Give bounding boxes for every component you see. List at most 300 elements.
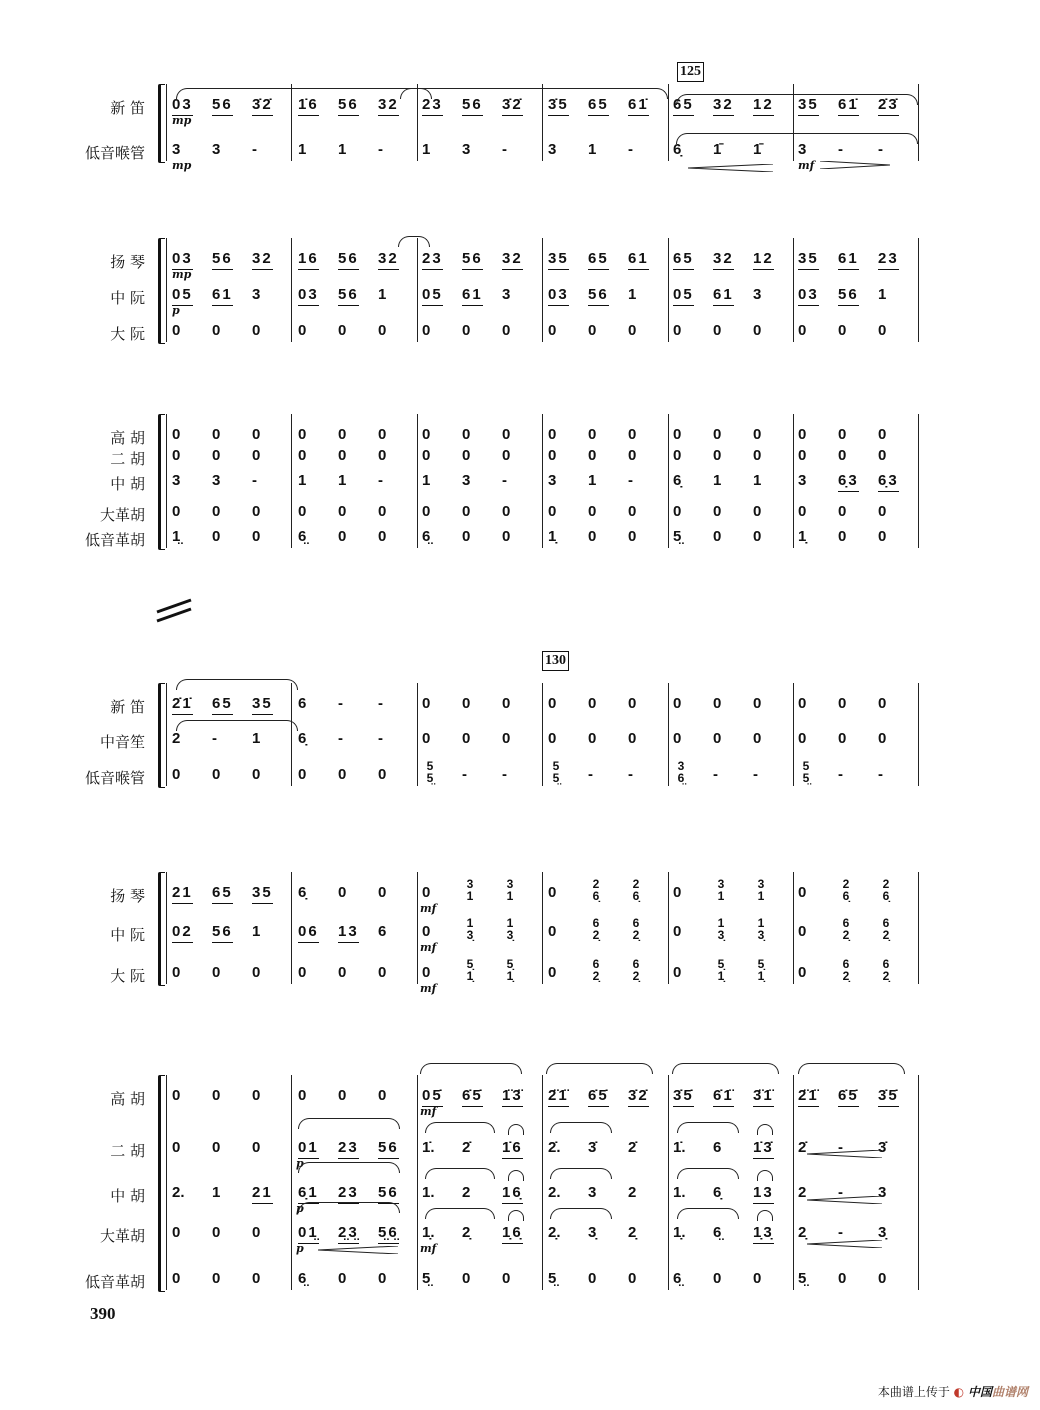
- note-cell: 1.: [673, 1184, 686, 1201]
- note-cell: 0: [548, 503, 557, 520]
- chord-upper: 6: [592, 957, 600, 971]
- slur-mark: [425, 1122, 495, 1133]
- chord-upper: 6: [842, 916, 850, 930]
- barline: [918, 1075, 919, 1290]
- note-cell: 0: [252, 1087, 261, 1104]
- note-cell: 0: [798, 322, 807, 339]
- note-cell: 1: [338, 141, 347, 158]
- slur-mark: [550, 1208, 612, 1219]
- chord-note: [675, 760, 687, 784]
- note-cell: 0: [798, 730, 807, 747]
- chord-lower: 3̣: [717, 928, 725, 942]
- instrument-name: 二 胡: [110, 450, 145, 468]
- barline: [918, 414, 919, 548]
- watermark-brand-light: 曲谱网: [991, 1385, 1028, 1399]
- note-cell: 1̣3̣: [753, 1224, 774, 1244]
- note-cell: 1̄: [713, 141, 722, 158]
- slur-mark: [550, 1168, 612, 1179]
- note-cell: 2̣.: [548, 1224, 561, 1241]
- note-cell: 0: [548, 695, 557, 712]
- system-start-barline: [166, 1075, 167, 1290]
- note-cell: 0: [212, 1224, 221, 1241]
- note-cell: 0: [338, 1270, 347, 1287]
- note-cell: 2̇1̇: [172, 695, 193, 715]
- slur-mark: [677, 1122, 739, 1133]
- note-cell: 1̤: [172, 528, 181, 545]
- chord-note: [755, 917, 767, 941]
- note-cell: 61: [462, 286, 483, 306]
- note-cell: 0: [753, 695, 762, 712]
- note-cell: 0: [172, 1087, 181, 1104]
- note-cell: 03: [548, 286, 569, 306]
- chord-lower: 6̣: [592, 889, 600, 903]
- chord-note: [840, 958, 852, 982]
- note-cell: 1̈3̈: [502, 1087, 523, 1107]
- note-cell: 0: [298, 426, 307, 443]
- note-cell: -: [378, 141, 383, 158]
- chord-lower: 1: [717, 889, 725, 903]
- chord-lower: 3̣: [506, 928, 514, 942]
- note-cell: 0: [548, 964, 557, 981]
- note-cell: -: [838, 1139, 843, 1156]
- note-cell: 0: [378, 884, 387, 901]
- note-cell: 0: [673, 503, 682, 520]
- note-cell: 0: [878, 695, 887, 712]
- note-cell: -: [588, 766, 593, 783]
- chord-upper: 6: [632, 916, 640, 930]
- note-cell: 0: [252, 766, 261, 783]
- note-cell: 0: [212, 503, 221, 520]
- watermark-brand-dark: 中国: [967, 1385, 992, 1399]
- note-cell: 0: [212, 766, 221, 783]
- chord-lower: 3̣: [757, 928, 765, 942]
- note-cell: 02: [172, 923, 193, 943]
- note-cell: 0: [798, 447, 807, 464]
- barline: [417, 238, 418, 342]
- note-cell: 0: [588, 426, 597, 443]
- slur-mark: [550, 1122, 612, 1133]
- note-cell: 0: [172, 447, 181, 464]
- note-cell: 1: [212, 1184, 221, 1201]
- note-cell: 0: [878, 1270, 887, 1287]
- slur-mark: [672, 1063, 779, 1074]
- slur-mark: [757, 1170, 773, 1181]
- note-cell: 0: [673, 447, 682, 464]
- instrument-name: 二 胡: [110, 1142, 145, 1160]
- note-cell: 61: [628, 250, 649, 270]
- instrument-name: 大革胡: [99, 1227, 145, 1245]
- barline: [291, 683, 292, 786]
- note-cell: 0: [878, 322, 887, 339]
- note-cell: 0: [588, 730, 597, 747]
- chord-lower: 5̤: [426, 771, 434, 785]
- note-cell: 16̣: [502, 1184, 523, 1204]
- slur-mark: [400, 88, 432, 99]
- note-cell: 0: [298, 503, 307, 520]
- barline: [291, 414, 292, 548]
- chord-upper: 5: [552, 759, 560, 773]
- system-start-barline: [166, 84, 167, 161]
- note-cell: 0: [462, 730, 471, 747]
- note-cell: 0: [548, 923, 557, 940]
- note-cell: 0: [252, 447, 261, 464]
- note-cell: 6̤: [713, 1224, 722, 1241]
- barline: [291, 238, 292, 342]
- barline: [668, 1075, 669, 1290]
- note-cell: 0: [502, 695, 511, 712]
- note-cell: 3: [878, 1184, 887, 1201]
- slur-mark: [677, 1208, 739, 1219]
- slur-mark: [546, 1063, 653, 1074]
- note-cell: 2̇: [798, 1139, 807, 1156]
- barline: [793, 683, 794, 786]
- note-cell: 1̣.: [422, 1224, 435, 1241]
- note-cell: 2: [798, 1184, 807, 1201]
- slur-mark: [398, 236, 430, 247]
- chord-lower: 6̤: [677, 771, 685, 785]
- system-start-barline: [166, 872, 167, 984]
- note-cell: 65: [673, 96, 694, 116]
- note-cell: -: [502, 141, 507, 158]
- note-cell: -: [338, 730, 343, 747]
- note-cell: 01̤: [298, 1224, 319, 1244]
- chord-upper: 5̣: [466, 957, 474, 971]
- note-cell: 0: [628, 426, 637, 443]
- note-cell: 0: [588, 1270, 597, 1287]
- chord-lower: 5̤: [552, 771, 560, 785]
- note-cell: 56: [212, 923, 233, 943]
- note-cell: 3̇5̇: [673, 1087, 694, 1107]
- group-bracket: [158, 683, 165, 788]
- note-cell: 0: [252, 528, 261, 545]
- note-cell: 0: [673, 695, 682, 712]
- note-cell: 0: [673, 730, 682, 747]
- note-cell: 5̤: [673, 528, 682, 545]
- note-cell: 2̣: [628, 1224, 637, 1241]
- chord-note: [840, 917, 852, 941]
- note-cell: 0: [422, 426, 431, 443]
- note-cell: 21: [172, 884, 193, 904]
- chord-lower: 2̣: [842, 928, 850, 942]
- crescendo-hairpin: [807, 1196, 882, 1204]
- note-cell: 1: [628, 286, 637, 303]
- note-cell: 3̇5: [548, 96, 569, 116]
- chord-note: [464, 878, 476, 902]
- chord-note: [504, 878, 516, 902]
- note-cell: 05: [422, 286, 443, 306]
- chord-upper: 2: [882, 877, 890, 891]
- note-cell: 0: [502, 322, 511, 339]
- note-cell: 3̣: [878, 1224, 887, 1241]
- note-cell: 23: [878, 250, 899, 270]
- note-cell: 65: [673, 250, 694, 270]
- note-cell: 0: [673, 426, 682, 443]
- crescendo-hairpin: [807, 1150, 882, 1158]
- note-cell: -: [838, 1184, 843, 1201]
- note-cell: 0: [878, 447, 887, 464]
- chord-upper: 1: [757, 916, 765, 930]
- note-cell: 0: [212, 426, 221, 443]
- chord-note: [590, 917, 602, 941]
- note-cell: -: [378, 695, 383, 712]
- chord-lower: 1̣: [717, 969, 725, 983]
- instrument-name: 中 胡: [110, 475, 145, 493]
- chord-lower: 5̤: [802, 771, 810, 785]
- note-cell: 3: [172, 472, 181, 489]
- chord-lower: 1̣: [466, 969, 474, 983]
- note-cell: 0: [172, 426, 181, 443]
- note-cell: 05: [172, 286, 193, 306]
- barline: [793, 238, 794, 342]
- instrument-name: 低音喉管: [84, 144, 145, 162]
- note-cell: 0: [338, 528, 347, 545]
- chord-lower: 3̣: [466, 928, 474, 942]
- note-cell: 65: [588, 250, 609, 270]
- barline: [793, 1075, 794, 1290]
- note-cell: 0: [838, 322, 847, 339]
- slur-mark: [298, 1162, 400, 1173]
- chord-note: [424, 760, 436, 784]
- note-cell: 0: [548, 884, 557, 901]
- note-cell: 0: [502, 426, 511, 443]
- note-cell: 3: [548, 472, 557, 489]
- chord-note: [630, 958, 642, 982]
- dynamic-marking: p: [296, 1242, 304, 1255]
- note-cell: -: [378, 472, 383, 489]
- note-cell: 3̇2̇: [252, 96, 273, 116]
- note-cell: 0: [338, 964, 347, 981]
- system-start-barline: [166, 238, 167, 342]
- note-cell: 0: [298, 964, 307, 981]
- group-bracket: [158, 872, 165, 986]
- slur-mark: [757, 1210, 773, 1221]
- note-cell: 0: [713, 503, 722, 520]
- note-cell: 23: [338, 1139, 359, 1159]
- barline: [542, 872, 543, 984]
- instrument-name: 新 笛: [110, 698, 145, 716]
- note-cell: 0: [838, 730, 847, 747]
- note-cell: 0: [462, 322, 471, 339]
- note-cell: 23: [422, 96, 443, 116]
- note-cell: 3: [172, 141, 181, 158]
- note-cell: 2̇.: [548, 1139, 561, 1156]
- note-cell: 3: [252, 286, 261, 303]
- group-bracket: [158, 1075, 165, 1292]
- note-cell: 0: [502, 503, 511, 520]
- instrument-name: 新 笛: [110, 99, 145, 117]
- note-cell: 3: [212, 141, 221, 158]
- note-cell: 61: [713, 286, 734, 306]
- instrument-name: 扬 琴: [110, 253, 145, 271]
- note-cell: 0: [172, 503, 181, 520]
- logo-icon: ◐: [953, 1385, 965, 1399]
- note-cell: 56: [338, 250, 359, 270]
- note-cell: 0: [713, 426, 722, 443]
- note-cell: 0: [753, 426, 762, 443]
- chord-note: [590, 958, 602, 982]
- chord-upper: 6: [882, 916, 890, 930]
- chord-upper: 5: [802, 759, 810, 773]
- note-cell: 1̄: [753, 141, 762, 158]
- note-cell: 0: [628, 503, 637, 520]
- dynamic-marking: mf: [420, 1242, 437, 1255]
- slur-mark: [420, 1063, 522, 1074]
- note-cell: 0: [753, 503, 762, 520]
- note-cell: 1: [753, 472, 762, 489]
- dynamic-marking: mf: [420, 1105, 437, 1118]
- note-cell: 6̣3: [878, 472, 899, 492]
- chord-lower: 2̣: [592, 969, 600, 983]
- note-cell: 2̣: [798, 1224, 807, 1241]
- chord-upper: 1: [466, 916, 474, 930]
- chord-lower: 2̣: [842, 969, 850, 983]
- chord-lower: 2̣: [882, 928, 890, 942]
- instrument-name: 大 阮: [110, 967, 145, 985]
- dynamic-marking: mf: [420, 902, 437, 915]
- note-cell: 0: [798, 426, 807, 443]
- note-cell: 1: [298, 472, 307, 489]
- chord-upper: 6: [882, 957, 890, 971]
- note-cell: 0: [422, 447, 431, 464]
- note-cell: 0: [628, 528, 637, 545]
- note-cell: 06: [298, 923, 319, 943]
- note-cell: 5̤: [548, 1270, 557, 1287]
- note-cell: -: [378, 730, 383, 747]
- note-cell: 6̇1̈: [713, 1087, 734, 1107]
- note-cell: 0: [338, 503, 347, 520]
- instrument-name: 低音革胡: [84, 1273, 145, 1291]
- barline: [542, 238, 543, 342]
- slur-mark: [298, 1202, 400, 1213]
- barline: [542, 683, 543, 786]
- note-cell: 01: [298, 1139, 319, 1159]
- note-cell: 2.: [172, 1184, 185, 1201]
- note-cell: 0: [212, 1087, 221, 1104]
- note-cell: 0: [298, 1087, 307, 1104]
- note-cell: 0: [212, 1139, 221, 1156]
- dynamic-marking: mp: [172, 159, 192, 172]
- note-cell: -: [502, 766, 507, 783]
- note-cell: 0: [878, 730, 887, 747]
- note-cell: 0: [422, 923, 431, 940]
- note-cell: 6̣: [673, 141, 682, 158]
- chord-lower: 1̣: [506, 969, 514, 983]
- chord-lower: 1̣: [757, 969, 765, 983]
- note-cell: 1: [252, 730, 261, 747]
- note-cell: 3: [212, 472, 221, 489]
- note-cell: 1: [713, 472, 722, 489]
- note-cell: 16: [298, 250, 319, 270]
- note-cell: 0: [172, 1139, 181, 1156]
- note-cell: 0: [628, 1270, 637, 1287]
- dynamic-marking: mp: [172, 268, 192, 281]
- slur-mark: [176, 720, 298, 731]
- rehearsal-mark: 130: [542, 651, 569, 671]
- note-cell: 0: [378, 426, 387, 443]
- note-cell: 0: [298, 766, 307, 783]
- group-bracket: [158, 238, 165, 344]
- note-cell: 0: [252, 964, 261, 981]
- note-cell: 0: [298, 447, 307, 464]
- chord-lower: 1: [466, 889, 474, 903]
- instrument-name: 中音笙: [99, 733, 145, 751]
- note-cell: 0: [798, 884, 807, 901]
- note-cell: 32: [713, 250, 734, 270]
- note-cell: 1̣: [548, 528, 557, 545]
- chord-lower: 2̣: [632, 969, 640, 983]
- note-cell: -: [502, 472, 507, 489]
- chord-note: [590, 878, 602, 902]
- note-cell: 0: [588, 695, 597, 712]
- barline: [291, 1075, 292, 1290]
- note-cell: 0: [422, 884, 431, 901]
- note-cell: 0: [713, 1270, 722, 1287]
- slur-mark: [508, 1170, 524, 1181]
- note-cell: 0: [252, 322, 261, 339]
- note-cell: 0: [252, 426, 261, 443]
- note-cell: 3: [798, 472, 807, 489]
- note-cell: 35: [252, 695, 273, 715]
- barline: [542, 1075, 543, 1290]
- note-cell: 21: [252, 1184, 273, 1204]
- note-cell: 0: [878, 528, 887, 545]
- note-cell: 0: [713, 322, 722, 339]
- note-cell: 23: [338, 1184, 359, 1204]
- dynamic-marking: p: [296, 1202, 304, 1215]
- note-cell: 6̣1: [298, 1184, 319, 1204]
- dynamic-marking: p: [296, 1157, 304, 1170]
- note-cell: 6: [713, 1139, 722, 1156]
- note-cell: 1̇6: [298, 96, 319, 116]
- crescendo-hairpin: [318, 1246, 398, 1254]
- barline: [793, 414, 794, 548]
- group-bracket: [158, 414, 165, 550]
- note-cell: 1: [338, 472, 347, 489]
- dynamic-marking: mf: [420, 982, 437, 995]
- note-cell: -: [252, 472, 257, 489]
- note-cell: 0: [252, 1224, 261, 1241]
- note-cell: 61̇: [628, 96, 649, 116]
- barline: [417, 683, 418, 786]
- note-cell: -: [462, 766, 467, 783]
- note-cell: 6̣: [298, 730, 307, 747]
- chord-note: [715, 917, 727, 941]
- note-cell: 3̈1̈: [753, 1087, 774, 1107]
- note-cell: 3: [798, 141, 807, 158]
- note-cell: 0: [878, 503, 887, 520]
- barline: [668, 683, 669, 786]
- note-cell: 6̣3: [838, 472, 859, 492]
- note-cell: 6̤: [673, 1270, 682, 1287]
- note-cell: 3: [462, 141, 471, 158]
- note-cell: 32: [378, 96, 399, 116]
- note-cell: 0: [212, 1270, 221, 1287]
- note-cell: 03: [172, 96, 193, 116]
- note-cell: -: [878, 766, 883, 783]
- note-cell: 05̇: [422, 1087, 443, 1107]
- note-cell: 1.: [422, 1184, 435, 1201]
- note-cell: 6̤: [422, 528, 431, 545]
- instrument-name: 高 胡: [110, 1090, 145, 1108]
- note-cell: 0: [252, 1270, 261, 1287]
- note-cell: 1: [422, 472, 431, 489]
- note-cell: 0: [713, 695, 722, 712]
- note-cell: 0: [838, 447, 847, 464]
- note-cell: 35: [798, 250, 819, 270]
- chord-note: [464, 917, 476, 941]
- note-cell: 2̇: [628, 1139, 637, 1156]
- note-cell: 2̈1̈: [548, 1087, 569, 1107]
